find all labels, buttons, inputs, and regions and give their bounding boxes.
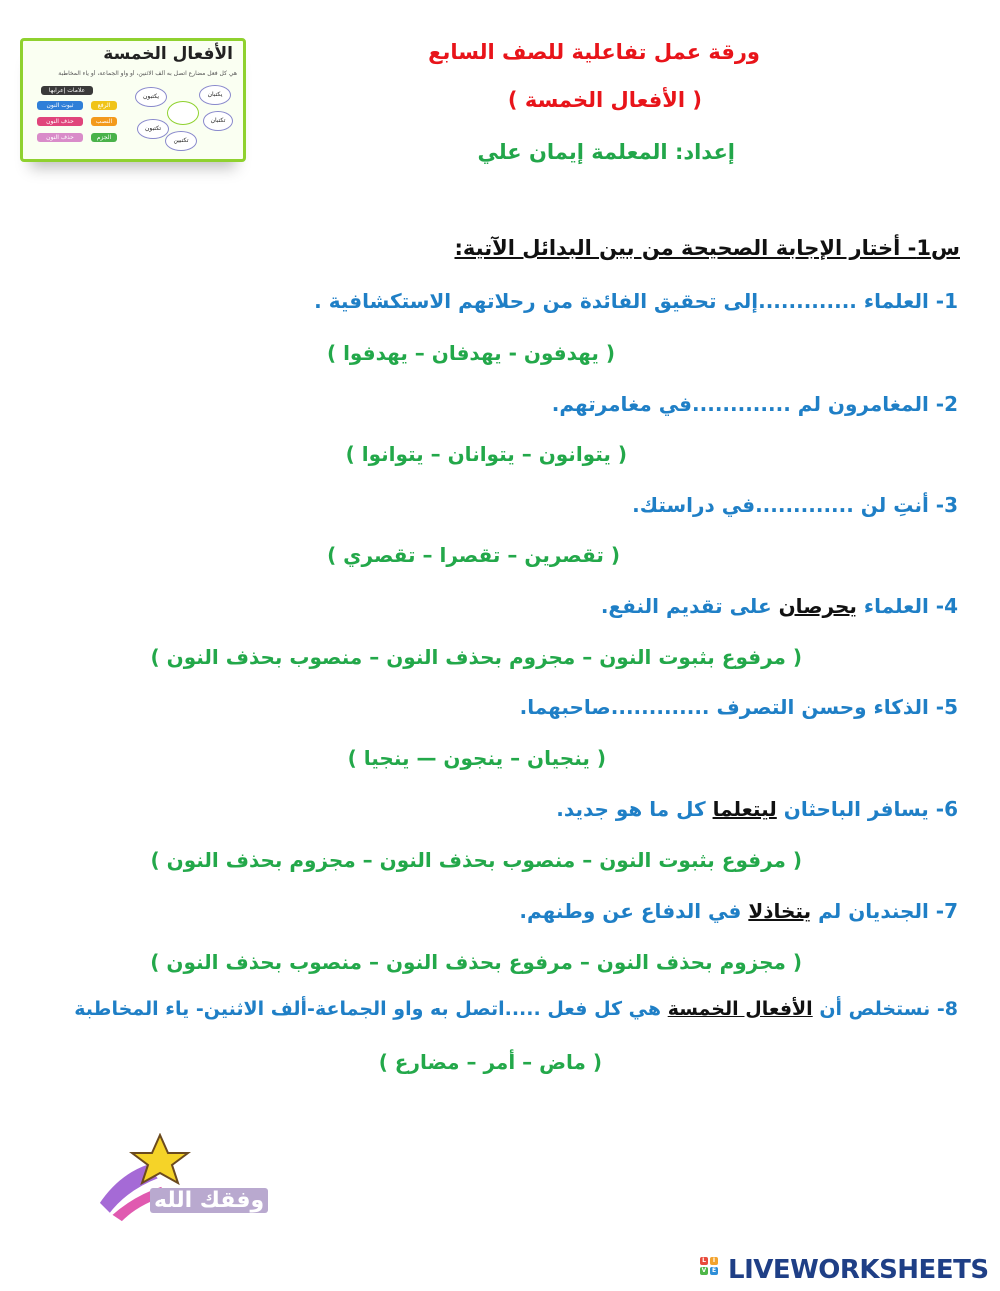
thumbnail-pill: حذف النون: [37, 133, 83, 142]
lesson-thumbnail: [20, 38, 246, 162]
question-item-2: 2- المغامرون لم .............في مغامرتهم.: [551, 392, 958, 416]
question-item-4-pre: 4- العلماء: [856, 594, 958, 618]
options-item-6[interactable]: ( مرفوع بثبوت النون – منصوب بحذف النون – مجزوم بحذف النون ): [150, 848, 802, 872]
options-item-3[interactable]: ( تقصرين – تقصرا – تقصري ): [327, 543, 620, 567]
worksheet-author: إعداد: المعلمة إيمان علي: [477, 140, 735, 164]
options-item-7[interactable]: ( مجزوم بحذف النون – مرفوع بحذف النون – منصوب بحذف النون ): [150, 950, 802, 974]
brand-icon-letter: V: [701, 1267, 707, 1274]
question-item-7-pre: 7- الجنديان لم: [811, 899, 958, 923]
question-item-6-pre: 6- يسافر الباحثان: [776, 797, 958, 821]
question-item-4: [601, 594, 958, 618]
question-item-8-pre: 8- نستخلص أن: [812, 998, 958, 1020]
thumbnail-bubble: تكتبون: [137, 119, 169, 139]
thumbnail-bubble: تكتبان: [203, 111, 233, 131]
star-sticker: [88, 1133, 303, 1228]
options-item-8[interactable]: ( ماض – أمر – مضارع ): [378, 1050, 602, 1074]
options-item-4[interactable]: ( مرفوع بثبوت النون – مجزوم بحذف النون – منصوب بحذف النون ): [150, 645, 802, 669]
worksheet-subtitle: ( الأفعال الخمسة ): [507, 88, 702, 112]
thumbnail-case: النصب: [91, 117, 117, 126]
brand-icon-letter: I: [710, 1257, 718, 1265]
question-item-8: [74, 998, 958, 1020]
question-item-6: [556, 797, 958, 821]
options-item-1[interactable]: ( يهدفون - يهدفان – يهدفوا ): [326, 341, 615, 365]
brand-name[interactable]: LIVEWORKSHEETS: [728, 1255, 989, 1285]
thumbnail-subtitle: هي كل فعل مضارع اتصل به ألف الاثنين، أو واو الجماعة، أو ياء المخاطبة: [58, 70, 237, 77]
options-item-5[interactable]: ( ينجيان – ينجون — ينجيا ): [347, 746, 606, 770]
brand-icon-letter: L: [700, 1257, 708, 1265]
thumbnail-case: الرفع: [91, 101, 117, 110]
question-item-7-post: في الدفاع عن وطنهم.: [519, 899, 749, 923]
thumbnail-case: الجزم: [91, 133, 117, 142]
options-item-2[interactable]: ( يتوانون – يتوانان – يتوانوا ): [345, 442, 627, 466]
worksheet-title: ورقة عمل تفاعلية للصف السابع: [428, 40, 760, 64]
question-item-3: 3- أنتِ لن .............في دراستك.: [632, 493, 958, 517]
question-item-8-underlined: الأفعال الخمسة: [667, 998, 813, 1020]
question-item-6-post: كل ما هو جديد.: [556, 797, 713, 821]
thumbnail-title: الأفعال الخمسة: [103, 44, 233, 64]
question-heading: س1- أختار الإجابة الصحيحة من بين البدائل الآتية:: [454, 236, 960, 260]
thumbnail-pill: حذف النون: [37, 117, 83, 126]
question-item-8-post: هي كل فعل .....اتصل به واو الجماعة-ألف الاثنين- ياء المخاطبة: [74, 998, 668, 1020]
question-item-1: 1- العلماء .............إلى تحقيق الفائدة من رحلاتهم الاستكشافية .: [314, 289, 958, 313]
thumbnail-pill: ثبوت النون: [37, 101, 83, 110]
question-item-4-post: على تقديم النفع.: [600, 594, 779, 618]
question-item-7-underlined: يتخاذلا: [748, 899, 812, 923]
thumbnail-bubble: تكتبين: [165, 131, 197, 151]
question-item-7: [519, 899, 958, 923]
question-item-6-underlined: ليتعلما: [712, 797, 777, 821]
thumbnail-bubble: يكتبان: [199, 85, 231, 105]
thumbnail-center-bubble: [167, 101, 199, 125]
question-item-4-underlined: يحرصان: [778, 594, 857, 618]
sticker-text: وفقك الله: [150, 1188, 268, 1213]
thumbnail-signs-label: علامات إعرابها: [41, 86, 93, 95]
brand-icon-letter: E: [711, 1267, 717, 1274]
thumbnail-bubble: يكتبون: [135, 87, 167, 107]
question-item-5: 5- الذكاء وحسن التصرف .............صاحبهما.: [519, 695, 958, 719]
